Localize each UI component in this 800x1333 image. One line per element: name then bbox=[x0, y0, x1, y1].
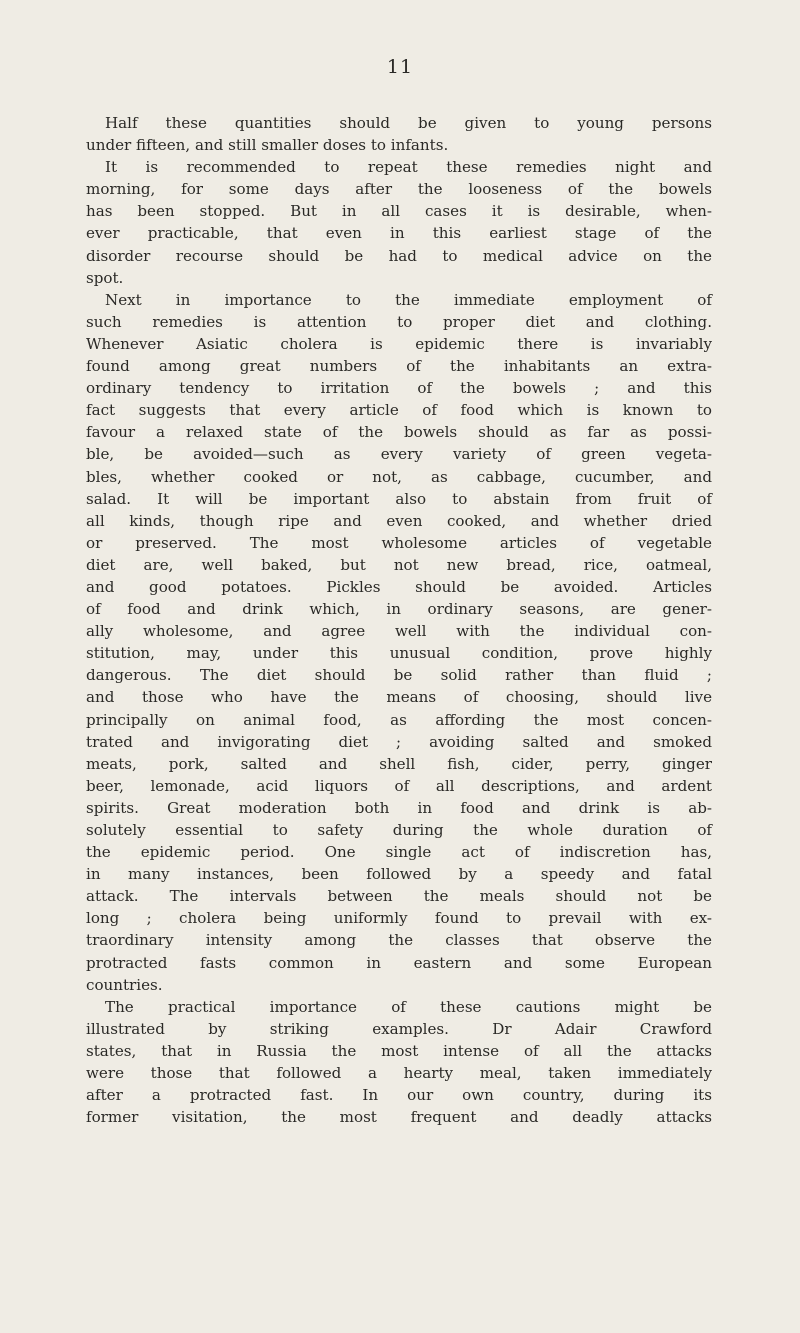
text-line: of food and drink which, in ordinary seasons, are gener- bbox=[86, 600, 712, 619]
text-line: ordinary tendency to irritation of the bowels ; and this bbox=[86, 379, 712, 398]
text-line: It is recommended to repeat these remedies night and bbox=[105, 158, 712, 177]
text-line: under fifteen, and still smaller doses to infants. bbox=[86, 136, 449, 155]
text-line: diet are, well baked, but not new bread, rice, oatmeal, bbox=[86, 555, 712, 574]
text-line: Whenever Asiatic cholera is epidemic there is invariably bbox=[86, 334, 712, 353]
text-line: protracted fasts common in eastern and some European bbox=[86, 953, 712, 972]
text-line: the epidemic period. One single act of indiscretion has, bbox=[86, 843, 712, 862]
text-line: morning, for some days after the looseness of the bowels bbox=[86, 180, 712, 199]
text-line: after a protracted fast. In our own country, during its bbox=[86, 1086, 712, 1105]
text-line: favour a relaxed state of the bowels should as far as possi- bbox=[86, 423, 712, 442]
text-line: such remedies is attention to proper diet and clothing. bbox=[86, 312, 712, 331]
text-line: meats, pork, salted and shell fish, cider, perry, ginger bbox=[86, 754, 712, 773]
text-line: and those who have the means of choosing, should live bbox=[86, 688, 712, 707]
text-line: ble, be avoided—such as every variety of green vegeta- bbox=[86, 445, 712, 464]
text-line: and good potatoes. Pickles should be avoided. Articles bbox=[86, 577, 712, 596]
text-line: salad. It will be important also to abstain from fruit of bbox=[86, 489, 712, 508]
text-line: spot. bbox=[86, 268, 124, 287]
text-line: countries. bbox=[86, 975, 163, 994]
text-line: ever practicable, that even in this earliest stage of the bbox=[86, 224, 712, 243]
text-line: traordinary intensity among the classes that observe the bbox=[86, 931, 712, 950]
text-line: or preserved. The most wholesome articles of vegetable bbox=[86, 533, 712, 552]
text-line: former visitation, the most frequent and deadly attacks bbox=[86, 1108, 712, 1127]
text-line: disorder recourse should be had to medical advice on the bbox=[86, 246, 712, 265]
text-line: dangerous. The diet should be solid rather than fluid ; bbox=[86, 666, 712, 685]
text-line: Next in importance to the immediate employment of bbox=[105, 290, 712, 309]
text-line: spirits. Great moderation both in food and drink is ab- bbox=[86, 798, 712, 817]
text-line: bles, whether cooked or not, as cabbage, cucumber, and bbox=[86, 467, 712, 486]
text-line: has been stopped. But in all cases it is desirable, when- bbox=[86, 202, 712, 221]
text-line: principally on animal food, as affording the most concen- bbox=[86, 710, 712, 729]
text-line: ally wholesome, and agree well with the individual con- bbox=[86, 622, 712, 641]
page-number: 11 bbox=[386, 56, 414, 78]
body-text bbox=[86, 112, 712, 1128]
text-line: The practical importance of these cautions might be bbox=[105, 997, 712, 1016]
text-line: Half these quantities should be given to young persons bbox=[105, 114, 712, 132]
text-line: all kinds, though ripe and even cooked, and whether dried bbox=[86, 511, 712, 530]
text-line: trated and invigorating diet ; avoiding salted and smoked bbox=[86, 732, 712, 751]
text-line: stitution, may, under this unusual condition, prove highly bbox=[86, 644, 712, 663]
text-line: beer, lemonade, acid liquors of all descriptions, and ardent bbox=[86, 776, 712, 795]
text-line: fact suggests that every article of food which is known to bbox=[86, 401, 712, 420]
text-line: found among great numbers of the inhabitants an extra- bbox=[86, 357, 712, 376]
text-line: were those that followed a hearty meal, taken immediately bbox=[86, 1064, 712, 1083]
text-line: long ; cholera being uniformly found to prevail with ex- bbox=[86, 909, 712, 928]
text-line: solutely essential to safety during the whole duration of bbox=[86, 821, 712, 839]
text-line: illustrated by striking examples. Dr Adair Crawford bbox=[86, 1019, 712, 1038]
text-line: in many instances, been followed by a speedy and fatal bbox=[86, 865, 712, 884]
text-line: attack. The intervals between the meals should not be bbox=[86, 887, 712, 906]
text-line: states, that in Russia the most intense of all the attacks bbox=[86, 1041, 712, 1060]
